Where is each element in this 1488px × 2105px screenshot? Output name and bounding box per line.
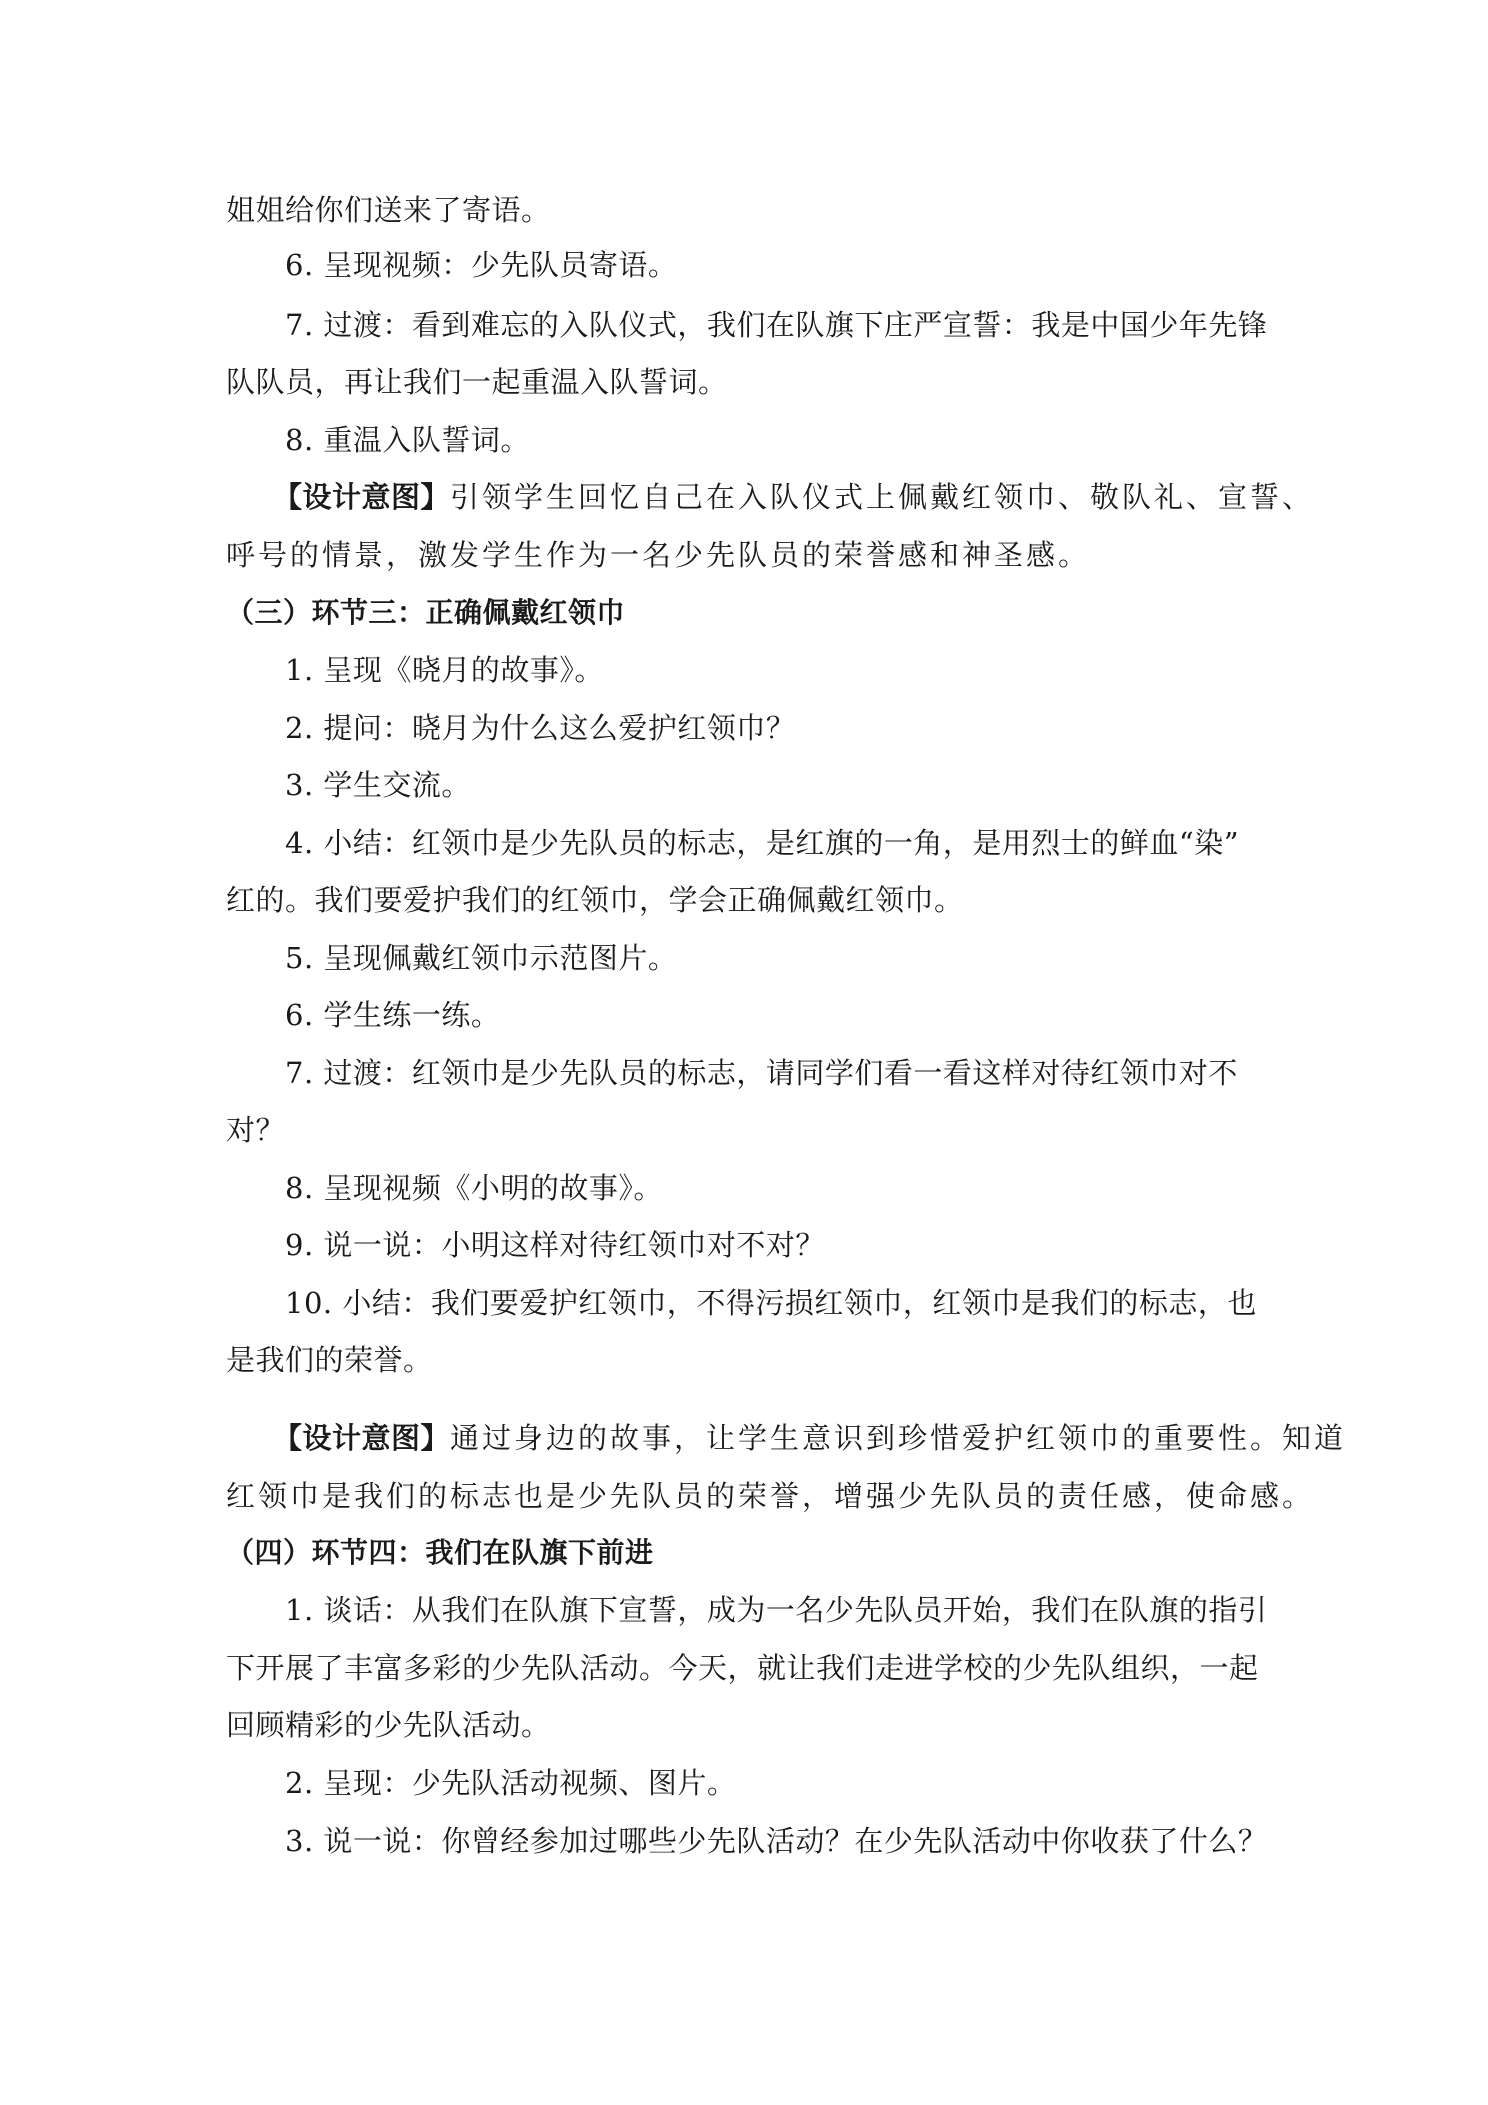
design-intent-2 <box>273 1418 1346 1458</box>
section-heading-3: （三）环节三：正确佩戴红领巾 <box>226 596 626 629</box>
list-item: 1. 谈话：从我们在队旗下宣誓，成为一名少先队员开始，我们在队旗的指引 <box>285 1593 1268 1627</box>
list-item: 2. 提问：晓月为什么这么爱护红领巾？ <box>285 711 796 745</box>
list-item: 8. 呈现视频《小明的故事》。 <box>285 1171 663 1205</box>
list-item: 6. 学生练一练。 <box>285 998 501 1032</box>
list-item: 红的。我们要爱护我们的红领巾，学会正确佩戴红领巾。 <box>226 883 964 917</box>
list-item: 5. 呈现佩戴红领巾示范图片。 <box>285 941 678 975</box>
list-item: 9. 说一说：小明这样对待红领巾对不对？ <box>285 1228 825 1262</box>
list-item: 2. 呈现：少先队活动视频、图片。 <box>285 1766 737 1800</box>
list-item: 对？ <box>226 1113 286 1147</box>
list-item: 是我们的荣誉。 <box>226 1343 433 1377</box>
list-item: 回顾精彩的少先队活动。 <box>226 1708 551 1742</box>
paragraph-line: 6. 呈现视频：少先队员寄语。 <box>285 248 678 282</box>
list-item: 1. 呈现《晓月的故事》。 <box>285 653 604 687</box>
list-item: 10. 小结：我们要爱护红领巾，不得污损红领巾，红领巾是我们的标志，也 <box>285 1286 1257 1320</box>
design-intent-text: 通过身边的故事，让学生意识到珍惜爱护红领巾的重要性。知道 <box>450 1421 1347 1455</box>
design-intent-1 <box>273 477 1314 517</box>
design-intent-text: 红领巾是我们的标志也是少先队员的荣誉，增强少先队员的责任感，使命感。 <box>226 1479 1315 1513</box>
design-intent-label: 【设计意图】 <box>273 1421 451 1455</box>
paragraph-line: 姐姐给你们送来了寄语。 <box>226 193 551 227</box>
design-intent-text: 呼号的情景，激发学生作为一名少先队员的荣誉感和神圣感。 <box>226 538 1091 572</box>
list-item: 7. 过渡：红领巾是少先队员的标志，请同学们看一看这样对待红领巾对不 <box>285 1056 1238 1090</box>
paragraph-line: 7. 过渡：看到难忘的入队仪式，我们在队旗下庄严宣誓：我是中国少年先锋 <box>285 308 1268 342</box>
list-item: 3. 学生交流。 <box>285 768 471 802</box>
design-intent-text: 引领学生回忆自己在入队仪式上佩戴红领巾、敬队礼、宣誓、 <box>450 480 1315 514</box>
paragraph-line: 8. 重温入队誓词。 <box>285 423 530 457</box>
list-item: 下开展了丰富多彩的少先队活动。今天，就让我们走进学校的少先队组织，一起 <box>226 1651 1259 1685</box>
design-intent-label: 【设计意图】 <box>273 480 451 514</box>
list-item: 4. 小结：红领巾是少先队员的标志，是红旗的一角，是用烈士的鲜血“染” <box>285 826 1240 860</box>
list-item: 3. 说一说：你曾经参加过哪些少先队活动？在少先队活动中你收获了什么？ <box>285 1824 1268 1858</box>
section-heading-4: （四）环节四：我们在队旗下前进 <box>226 1536 654 1569</box>
paragraph-line: 队队员，再让我们一起重温入队誓词。 <box>226 365 728 399</box>
